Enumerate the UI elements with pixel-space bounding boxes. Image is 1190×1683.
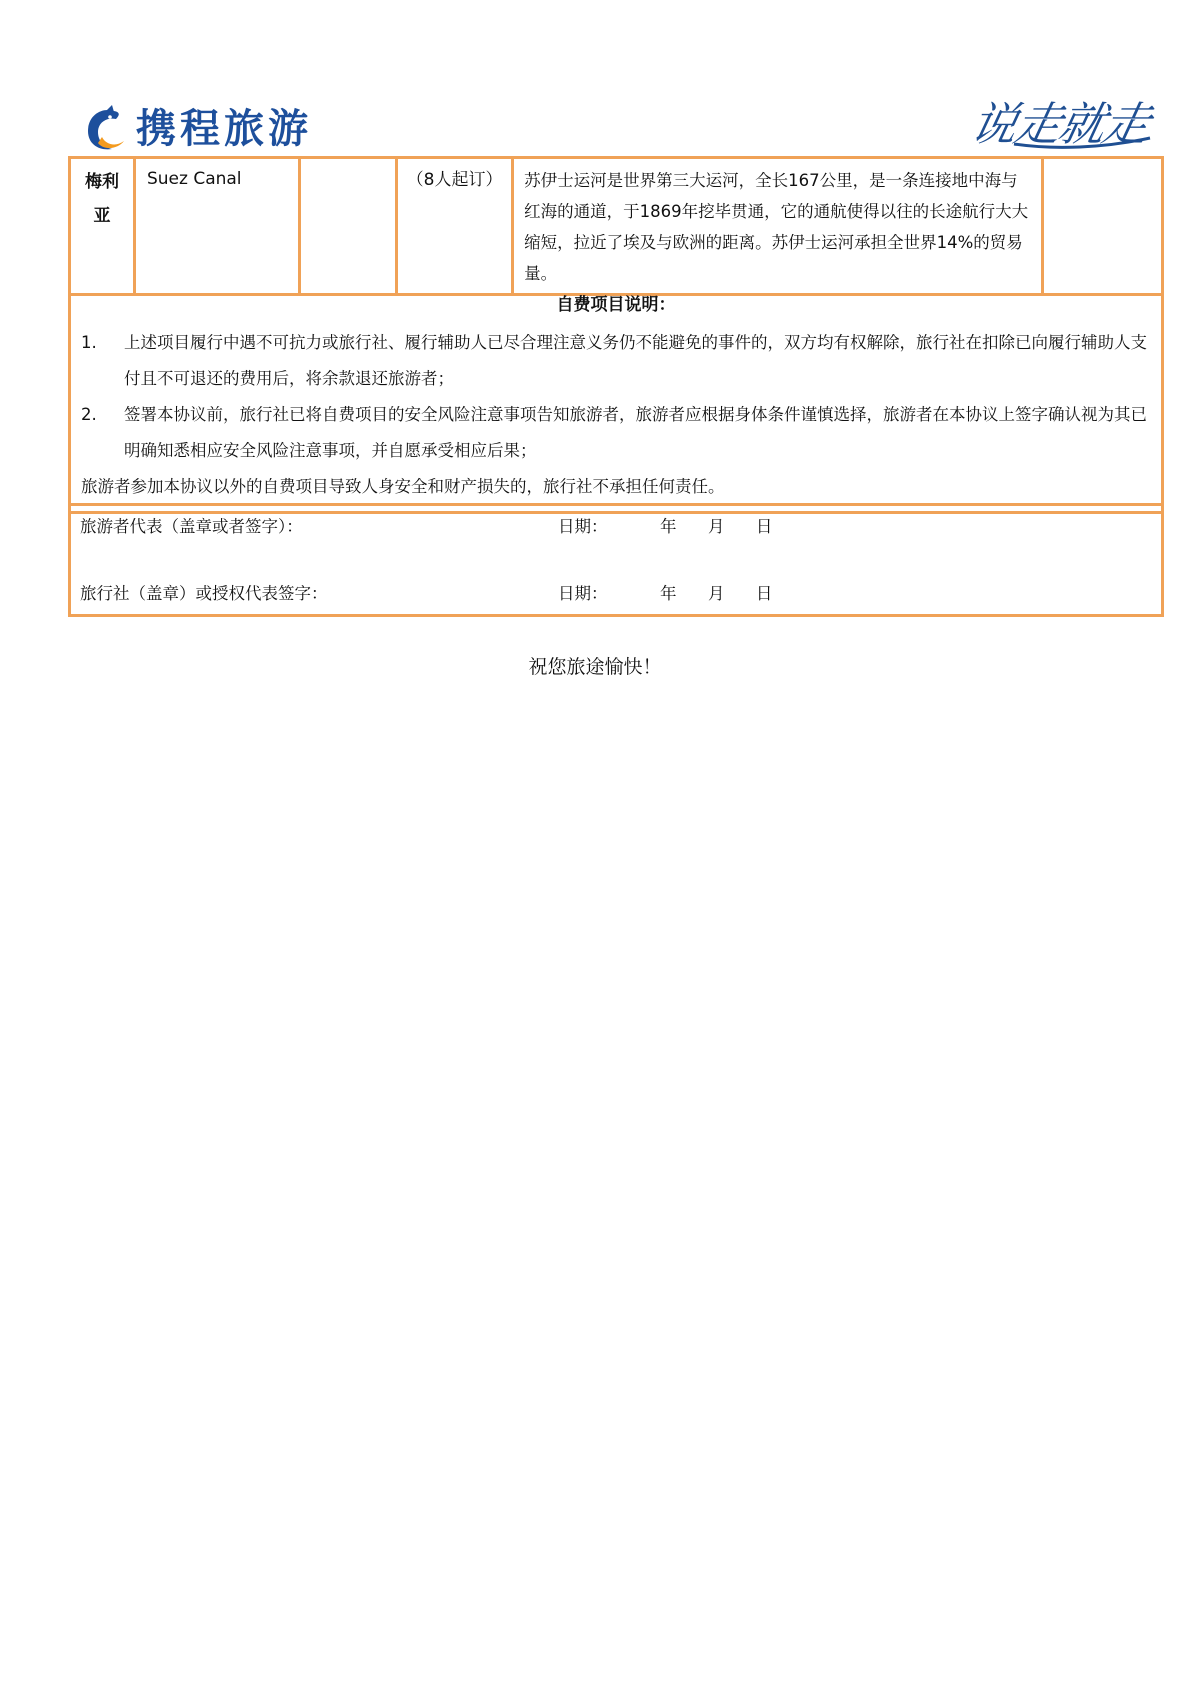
country-cell xyxy=(70,158,135,295)
description-cell: 苏伊士运河是世界第三大运河，全长167公里，是一条连接地中海与红海的通道，于1869年挖毕贯通，它的通航使得以往的长途航行大大缩短，拉近了埃及与欧洲的距离。苏伊士运河承担全世界14%的贸易量。 xyxy=(513,158,1042,295)
extra-cell xyxy=(1042,158,1162,295)
slogan-swoosh-icon xyxy=(954,84,1154,156)
activity-table xyxy=(68,156,1164,296)
date-label: 日期： xyxy=(558,517,608,536)
slogan-text: 说走就走 xyxy=(965,97,1154,151)
price-cell xyxy=(300,158,397,295)
notes-title: 自费项目说明： xyxy=(556,295,676,315)
closing-message: 祝您旅途愉快！ xyxy=(528,656,662,678)
note-number: 1. xyxy=(81,333,97,352)
note-text: 签署本协议前，旅行社已将自费项目的安全风险注意事项告知旅游者，旅游者应根据身体条件谨慎选择，旅游者在本协议上签字确认视为其已明确知悉相应安全风险注意事项，并自愿承受相应后果； xyxy=(124,405,1147,460)
date-month: 月 xyxy=(707,517,725,536)
date-day: 日 xyxy=(755,584,773,603)
list-item xyxy=(81,397,1151,469)
country-text: 梅利亚 xyxy=(84,172,119,226)
agency-date xyxy=(558,581,772,607)
list-item xyxy=(81,325,1151,397)
traveler-date xyxy=(558,514,772,540)
page-header xyxy=(68,84,1162,156)
note-text: 上述项目履行中遇不可抗力或旅行社、履行辅助人已尽合理注意义务仍不能避免的事件的，双方均有权解除，旅行社在扣除已向履行辅助人支付且不可退还的费用后，将余款退还旅游者； xyxy=(124,333,1147,388)
date-year: 年 xyxy=(659,517,677,536)
date-day: 日 xyxy=(755,517,773,536)
logo-text: 携程旅游 xyxy=(136,106,312,152)
activity-name: Suez Canal xyxy=(134,158,299,295)
ctrip-logo xyxy=(84,102,312,156)
note-final: 旅游者参加本协议以外的自费项目导致人身安全和财产损失的，旅行社不承担任何责任。 xyxy=(81,477,725,496)
slogan xyxy=(954,84,1154,156)
dolphin-icon xyxy=(84,105,128,153)
date-month: 月 xyxy=(707,584,725,603)
notes-section xyxy=(68,284,1164,514)
date-label: 日期： xyxy=(558,584,608,603)
agency-signature-label: 旅行社（盖章）或授权代表签字： xyxy=(80,584,328,603)
table-row xyxy=(70,158,1163,295)
signature-section xyxy=(68,503,1164,617)
note-number: 2. xyxy=(81,405,97,424)
min-group-cell: （8人起订） xyxy=(397,158,513,295)
date-year: 年 xyxy=(659,584,677,603)
traveler-signature-label: 旅游者代表（盖章或者签字）： xyxy=(80,517,303,536)
